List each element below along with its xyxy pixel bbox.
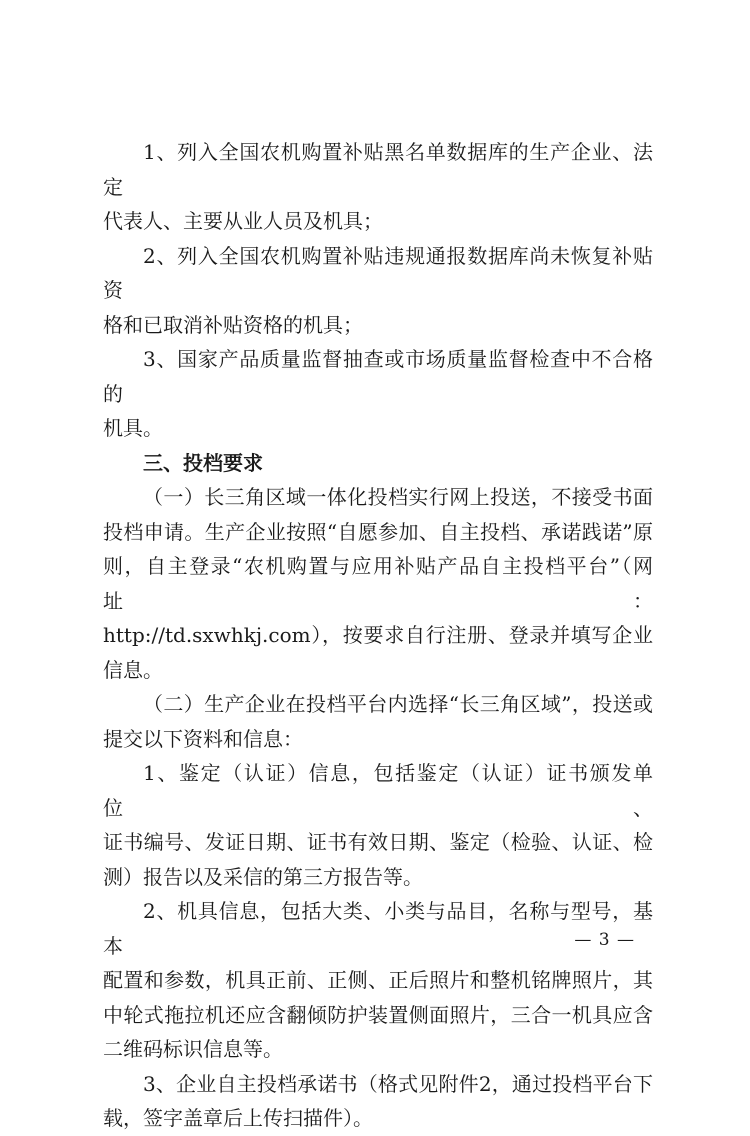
text-line: 提交以下资料和信息： [103,726,303,751]
text-line: 二维码标识信息等。 [103,1037,283,1061]
paragraph-machine-info [103,894,653,1067]
paragraph-blacklist [103,135,653,239]
text-line: （一）长三角区域一体化投档实行网上投送，不接受书面 [143,485,653,509]
text-line-url: http://td.sxwhkj.com），按要求自行注册、登录并填写企业信息。 [103,623,653,682]
text-line: （二）生产企业在投档平台内选择“长三角区域”，投送或 [143,692,653,716]
text-line: 配置和参数，机具正前、正侧、正后照片和整机铭牌照片，其 [103,968,653,992]
text-line: 证书编号、发证日期、证书有效日期、鉴定（检验、认证、检 [103,830,653,854]
paragraph-quality [103,342,653,446]
text-line: 1、列入全国农机购置补贴黑名单数据库的生产企业、法定 [103,140,653,199]
text-line: 3、国家产品质量监督抽查或市场质量监督检查中不合格的 [103,347,653,406]
text-line: 2、机具信息，包括大类、小类与品目，名称与型号，基本 [103,899,653,958]
page-number: — 3 — [574,930,635,950]
paragraph-online-submission [103,480,653,687]
text-line: 投档申请。生产企业按照“自愿参加、自主投档、承诺践诺”原 [103,519,653,544]
document-body [103,135,653,1136]
text-line: 则，自主登录“农机购置与应用补贴产品自主投档平台”（网址： [103,554,653,613]
text-line: 机具。 [103,416,163,440]
paragraph-commitment-letter [103,1067,653,1136]
text-line: 3、企业自主投档承诺书（格式见附件2，通过投档平台下 [143,1071,653,1096]
text-line: 2、列入全国农机购置补贴违规通报数据库尚未恢复补贴资 [103,243,653,302]
text-line: 格和已取消补贴资格的机具； [103,312,363,337]
text-line: 代表人、主要从业人员及机具； [103,209,383,233]
text-line: 测）报告以及采信的第三方报告等。 [103,864,423,889]
paragraph-certification-info [103,756,653,894]
text-line: 中轮式拖拉机还应含翻倾防护装置侧面照片，三合一机具应含 [103,1002,653,1027]
paragraph-select-region [103,687,653,756]
text-line: 载，签字盖章后上传扫描件）。 [103,1106,373,1130]
text-line: 1、鉴定（认证）信息，包括鉴定（认证）证书颁发单位、 [103,761,653,820]
section-heading: 三、投档要求 [143,450,263,475]
paragraph-violation [103,239,653,343]
